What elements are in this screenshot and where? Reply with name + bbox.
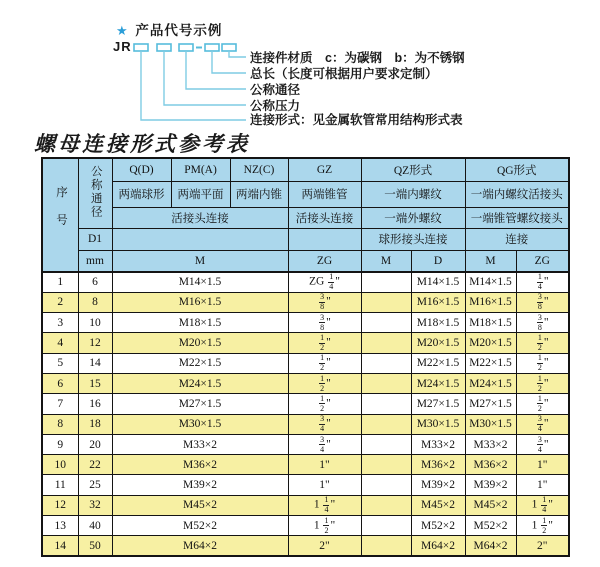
seq-cell: 2: [42, 292, 78, 312]
m-cell: M36×2: [112, 455, 288, 475]
code-box-3: [179, 44, 193, 51]
dn-cell: 40: [78, 516, 112, 536]
qz-m-cell: [361, 353, 411, 373]
qg-zg-cell: $\frac{1}{2}$ ": [516, 373, 569, 393]
table-row: [42, 373, 569, 393]
diagram-heading-text: 产品代号示例: [135, 23, 223, 38]
m-cell: M16×1.5: [112, 292, 288, 312]
qz-d-cell: M14×1.5: [411, 272, 465, 292]
table-row: [42, 292, 569, 312]
qz-d-cell: M20×1.5: [411, 333, 465, 353]
m-cell: M30×1.5: [112, 414, 288, 434]
seq-cell: 11: [42, 475, 78, 495]
qg-m-cell: M39×2: [465, 475, 516, 495]
label-nominal-diameter: 公称通径: [250, 83, 301, 97]
qg-zg-cell: $\frac{3}{8}$ ": [516, 292, 569, 312]
qg-zg-cell: 1 $\frac{1}{4}$ ": [516, 495, 569, 515]
qz-d-cell: M27×1.5: [411, 394, 465, 414]
seq-cell: 10: [42, 455, 78, 475]
dn-cell: 14: [78, 353, 112, 373]
lead-line-form: [141, 51, 246, 120]
m-cell: M64×2: [112, 536, 288, 556]
seq-cell: 8: [42, 414, 78, 434]
dn-cell: 25: [78, 475, 112, 495]
seq-cell: 1: [42, 272, 78, 292]
zg-cell: $\frac{3}{8}$ ": [288, 292, 361, 312]
table-row: [42, 333, 569, 353]
code-box-4: [205, 44, 219, 51]
qg-m-cell: M36×2: [465, 455, 516, 475]
m-cell: M24×1.5: [112, 373, 288, 393]
qg-m-cell: M52×2: [465, 516, 516, 536]
qg-zg-cell: $\frac{1}{4}$ ": [516, 272, 569, 292]
dn-cell: 12: [78, 333, 112, 353]
seq-cell: 13: [42, 516, 78, 536]
product-prefix: JR: [113, 39, 132, 54]
zg-cell: 1": [288, 475, 361, 495]
zg-cell: $\frac{3}{4}$ ": [288, 414, 361, 434]
qz-m-cell: [361, 495, 411, 515]
qg-zg-cell: 1": [516, 455, 569, 475]
qg-m-cell: M27×1.5: [465, 394, 516, 414]
qg-m-cell: M45×2: [465, 495, 516, 515]
qg-zg-cell: $\frac{3}{8}$ ": [516, 313, 569, 333]
qz-m-cell: [361, 313, 411, 333]
code-box-1: [134, 44, 148, 51]
m-cell: M39×2: [112, 475, 288, 495]
label-nominal-pressure: 公称压力: [250, 99, 301, 113]
qg-m-cell: M14×1.5: [465, 272, 516, 292]
qz-m-cell: [361, 394, 411, 414]
qz-m-cell: [361, 536, 411, 556]
header-m: M: [112, 250, 288, 272]
qg-m-cell: M18×1.5: [465, 313, 516, 333]
qg-m-cell: M33×2: [465, 434, 516, 454]
header-pm-desc: 两端平面: [171, 181, 230, 207]
header-qz-desc2: 一端外螺纹: [361, 207, 465, 228]
zg-cell: 1 $\frac{1}{2}$ ": [288, 516, 361, 536]
header-gz-conn: 活接头连接: [288, 207, 361, 228]
qz-d-cell: M22×1.5: [411, 353, 465, 373]
page-title: 螺母连接形式参考表: [34, 132, 250, 156]
table-row: [42, 434, 569, 454]
header-d1: D1: [78, 228, 112, 250]
table-row: [42, 394, 569, 414]
qz-m-cell: [361, 455, 411, 475]
zg-cell: 1": [288, 455, 361, 475]
lead-line-material: [229, 51, 246, 57]
header-col-pm: PM(A): [171, 158, 230, 181]
m-cell: M18×1.5: [112, 313, 288, 333]
qz-d-cell: M18×1.5: [411, 313, 465, 333]
label-total-length: 总长（长度可根据用户要求定制）: [250, 67, 438, 81]
table-row: [42, 313, 569, 333]
table-row: [42, 536, 569, 556]
qg-m-cell: M24×1.5: [465, 373, 516, 393]
nut-connection-reference-table: [41, 157, 570, 557]
zg-cell: $\frac{1}{2}$ ": [288, 373, 361, 393]
qz-d-cell: M64×2: [411, 536, 465, 556]
header-qg-m: M: [465, 250, 516, 272]
qz-d-cell: M30×1.5: [411, 414, 465, 434]
dn-cell: 18: [78, 414, 112, 434]
zg-cell: $\frac{3}{4}$ ": [288, 434, 361, 454]
qg-m-cell: M64×2: [465, 536, 516, 556]
header-qz-d: D: [411, 250, 465, 272]
header-union-conn: 活接头连接: [112, 207, 288, 228]
seq-cell: 3: [42, 313, 78, 333]
code-box-5: [222, 44, 236, 51]
qz-d-cell: M33×2: [411, 434, 465, 454]
header-seq: [42, 158, 78, 272]
qg-zg-cell: $\frac{1}{2}$ ": [516, 394, 569, 414]
table-row: [42, 272, 569, 292]
zg-cell: $\frac{1}{2}$ ": [288, 394, 361, 414]
dn-cell: 6: [78, 272, 112, 292]
seq-cell: 6: [42, 373, 78, 393]
qz-m-cell: [361, 373, 411, 393]
dn-cell: 15: [78, 373, 112, 393]
code-box-2: [157, 44, 171, 51]
qz-d-cell: M24×1.5: [411, 373, 465, 393]
zg-cell: $\frac{1}{2}$ ": [288, 353, 361, 373]
zg-cell: ZG $\frac{1}{4}$ ": [288, 272, 361, 292]
header-qg-zg: ZG: [516, 250, 569, 272]
header-qz-m: M: [361, 250, 411, 272]
dn-cell: 32: [78, 495, 112, 515]
qg-m-cell: M30×1.5: [465, 414, 516, 434]
dn-cell: 8: [78, 292, 112, 312]
table-header: [42, 158, 569, 272]
qz-m-cell: [361, 475, 411, 495]
table-row: [42, 414, 569, 434]
m-cell: M14×1.5: [112, 272, 288, 292]
header-q-desc: 两端球形: [112, 181, 171, 207]
qz-m-cell: [361, 333, 411, 353]
zg-cell: 2": [288, 536, 361, 556]
diagram-heading: [116, 19, 222, 39]
qz-m-cell: [361, 292, 411, 312]
header-qz-desc1: 一端内螺纹: [361, 181, 465, 207]
header-mm: mm: [78, 250, 112, 272]
m-cell: M20×1.5: [112, 333, 288, 353]
header-qz-conn: 球形接头连接: [361, 228, 465, 250]
header-col-qg: QG形式: [465, 158, 569, 181]
dn-cell: 50: [78, 536, 112, 556]
label-material: 连接件材质 c：为碳钢 b：为不锈钢: [250, 51, 465, 65]
qz-m-cell: [361, 272, 411, 292]
header-col-gz: GZ: [288, 158, 361, 181]
zg-cell: 1 $\frac{1}{4}$ ": [288, 495, 361, 515]
qg-zg-cell: $\frac{1}{2}$ ": [516, 353, 569, 373]
header-nz-desc: 两端内锥: [230, 181, 288, 207]
qz-d-cell: M36×2: [411, 455, 465, 475]
dn-cell: 20: [78, 434, 112, 454]
qz-d-cell: M45×2: [411, 495, 465, 515]
zg-cell: $\frac{3}{8}$ ": [288, 313, 361, 333]
qg-zg-cell: $\frac{3}{4}$ ": [516, 434, 569, 454]
header-col-qz: QZ形式: [361, 158, 465, 181]
header-qg-conn: 连接: [465, 228, 569, 250]
qg-zg-cell: 2": [516, 536, 569, 556]
table-row: [42, 516, 569, 536]
qg-zg-cell: $\frac{3}{4}$ ": [516, 414, 569, 434]
qg-m-cell: M22×1.5: [465, 353, 516, 373]
header-qg-desc2: 一端锥管螺纹接头: [465, 207, 569, 228]
header-qg-desc1: 一端内螺纹活接头: [465, 181, 569, 207]
zg-cell: $\frac{1}{2}$ ": [288, 333, 361, 353]
table-row: [42, 353, 569, 373]
table-row: [42, 475, 569, 495]
m-cell: M27×1.5: [112, 394, 288, 414]
dn-cell: 10: [78, 313, 112, 333]
table-row: [42, 495, 569, 515]
m-cell: M22×1.5: [112, 353, 288, 373]
table-row: [42, 455, 569, 475]
qg-m-cell: M16×1.5: [465, 292, 516, 312]
header-col-nz: NZ(C): [230, 158, 288, 181]
table-body: [42, 272, 569, 556]
seq-cell: 9: [42, 434, 78, 454]
qz-d-cell: M52×2: [411, 516, 465, 536]
seq-cell: 4: [42, 333, 78, 353]
seq-cell: 7: [42, 394, 78, 414]
qg-zg-cell: $\frac{1}{2}$ ": [516, 333, 569, 353]
header-zg: ZG: [288, 250, 361, 272]
qg-zg-cell: 1": [516, 475, 569, 495]
dn-cell: 22: [78, 455, 112, 475]
qz-m-cell: [361, 434, 411, 454]
header-col-q: Q(D): [112, 158, 171, 181]
header-dn-text: 公称通径: [89, 164, 102, 219]
header-dn: [78, 158, 112, 228]
qz-d-cell: M39×2: [411, 475, 465, 495]
qg-zg-cell: 1 $\frac{1}{2}$ ": [516, 516, 569, 536]
m-cell: M33×2: [112, 434, 288, 454]
qz-m-cell: [361, 516, 411, 536]
qg-m-cell: M20×1.5: [465, 333, 516, 353]
m-cell: M52×2: [112, 516, 288, 536]
dn-cell: 16: [78, 394, 112, 414]
seq-cell: 12: [42, 495, 78, 515]
label-connection-form: 连接形式：见金属软管常用结构形式表: [250, 113, 463, 127]
empty-cell: [112, 228, 288, 250]
empty-cell: [288, 228, 361, 250]
m-cell: M45×2: [112, 495, 288, 515]
header-gz-desc: 两端锥管: [288, 181, 361, 207]
qz-d-cell: M16×1.5: [411, 292, 465, 312]
qz-m-cell: [361, 414, 411, 434]
lead-line-pressure: [164, 51, 246, 105]
star-icon: ★: [116, 23, 129, 38]
seq-cell: 14: [42, 536, 78, 556]
header-seq-text: 序号: [55, 186, 67, 241]
seq-cell: 5: [42, 353, 78, 373]
